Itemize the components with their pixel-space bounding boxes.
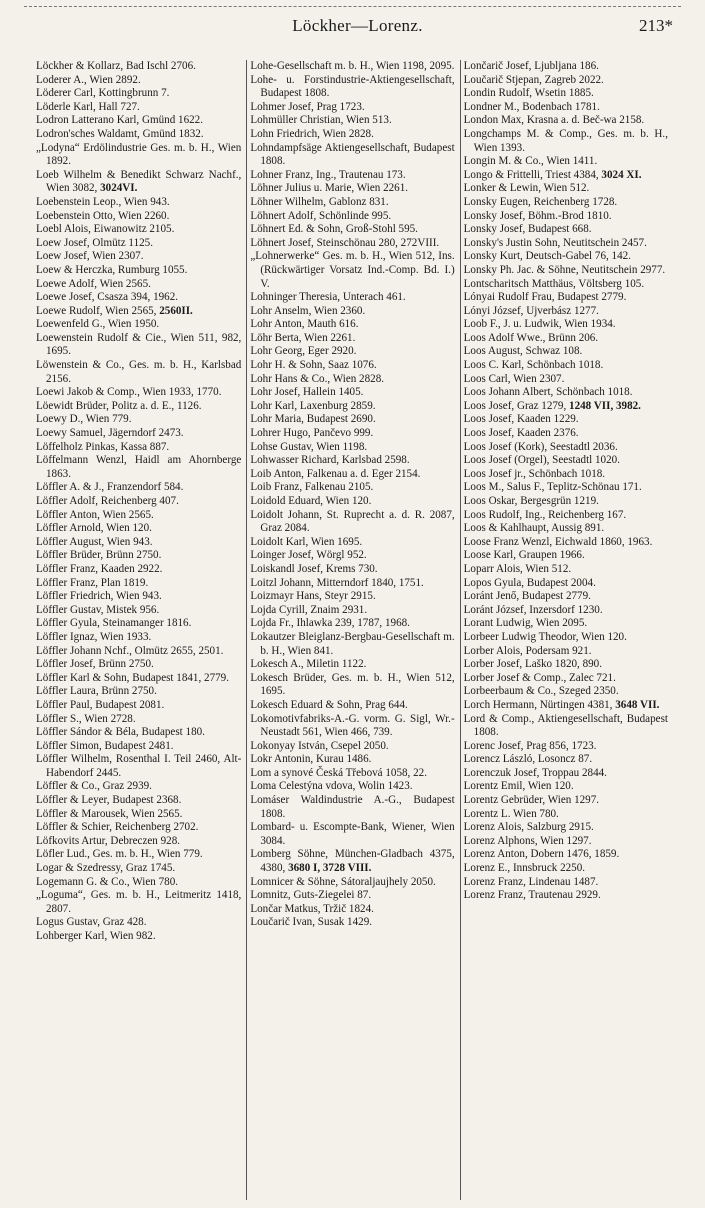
directory-entry: Loderer A., Wien 2892.: [36, 73, 141, 86]
directory-entry: Löffler & Leyer, Budapest 2368.: [36, 794, 182, 807]
directory-entry: Loos Josef jr., Schönbach 1018.: [463, 467, 606, 480]
directory-entry: „Loguma“, Ges. m. b. H., Leitmeritz 1418, 2807.: [36, 889, 242, 915]
directory-entry: Lorenczuk Josef, Troppau 2844.: [463, 766, 607, 779]
directory-entry: Lohmer Josef, Prag 1723.: [250, 100, 365, 113]
directory-entry: Löffler Ignaz, Wien 1933.: [36, 630, 152, 643]
directory-entry: Löffler Adolf, Reichenberg 407.: [36, 495, 179, 507]
directory-entry: Loos Josef, Kaaden 2376.: [463, 427, 579, 440]
directory-entry: Loew Josef, Olmütz 1125.: [36, 236, 153, 249]
directory-entry: Lónyai Rudolf Frau, Budapest 2779.: [463, 291, 627, 304]
directory-columns: [33, 60, 673, 1200]
directory-entry: Löffler Johann Nchf., Olmütz 2655, 2501.: [36, 644, 224, 657]
directory-entry: Lonsky Ph. Jac. & Söhne, Neutitschein 2977.: [463, 263, 666, 276]
directory-entry: Löffler & Co., Graz 2939.: [36, 780, 152, 793]
directory-entry: Loma Celestýna vdova, Wolin 1423.: [250, 780, 413, 793]
directory-entry: Loránt Jenő, Budapest 2779.: [463, 590, 591, 603]
directory-entry: Lohr Anton, Mauth 616.: [250, 318, 359, 331]
directory-entry: Loidolt Karl, Wien 1695.: [250, 535, 363, 548]
top-dashed-rule: [24, 6, 681, 7]
directory-entry: Lorber Alois, Podersam 921.: [463, 644, 592, 657]
directory-entry: Loos Adolf Wwe., Brünn 206.: [463, 331, 599, 344]
directory-entry: Löhner Wilhelm, Gablonz 831.: [250, 195, 389, 208]
directory-entry: Lonsky Eugen, Reichenberg 1728.: [463, 195, 618, 208]
directory-entry: Löffler Brüder, Brünn 2750.: [36, 549, 162, 562]
page-number: 213*: [639, 16, 673, 35]
directory-entry: Lohndampfsäge Aktiengesellschaft, Budapest 1808.: [250, 141, 455, 168]
directory-entry: Löhner Julius u. Marie, Wien 2261.: [250, 182, 409, 195]
directory-entry: Lorbeer Ludwig Theodor, Wien 120.: [463, 630, 627, 643]
directory-entry: Loewy Samuel, Jägerndorf 2473.: [36, 427, 184, 440]
directory-entry: Loos Josef (Orgel), Seestadtl 1020.: [463, 454, 620, 467]
directory-entry: Lokesch Brüder, Ges. m. b. H., Wien 512, 1695.: [250, 671, 455, 698]
directory-entry: Löffler Franz, Kaaden 2922.: [36, 562, 163, 575]
directory-entry: Lorentz Emil, Wien 120.: [463, 780, 574, 793]
directory-entry: Loránt József, Inzersdorf 1230.: [463, 603, 603, 616]
directory-entry: Löfkovits Artur, Debreczen 928.: [36, 834, 181, 847]
section-reference: 3680 I, 3728 VIII.: [288, 862, 372, 875]
directory-entry: Londin Rudolf, Wsetin 1885.: [463, 87, 594, 100]
directory-entry: Lonker & Lewin, Wien 512.: [463, 182, 590, 195]
directory-entry: Loebenstein Otto, Wien 2260.: [36, 209, 170, 222]
directory-entry: Lonsky's Justin Sohn, Neutitschein 2457.: [463, 236, 647, 249]
directory-entry: Lorber Josef & Comp., Zalec 721.: [463, 671, 616, 684]
directory-entry: Loos Josef, Kaaden 1229.: [463, 413, 579, 426]
directory-entry: Löffler Arnold, Wien 120.: [36, 522, 152, 535]
directory-entry: Lord & Comp., Aktiengesellschaft, Budapest 1808.: [463, 712, 668, 739]
directory-entry: Loos Josef, Graz 1279, 1248 VII, 3982.: [463, 399, 641, 412]
directory-entry: Löffler August, Wien 943.: [36, 535, 153, 548]
directory-column-2: [246, 60, 459, 1200]
directory-entry: Lohn Friedrich, Wien 2828.: [250, 127, 374, 140]
directory-entry: Lohr H. & Sohn, Saaz 1076.: [250, 359, 377, 372]
directory-entry: „Lodyna“ Erdölindustrie Ges. m. b. H., Wien 1892.: [36, 141, 242, 168]
directory-entry: Lorencz László, Losoncz 87.: [463, 753, 593, 766]
directory-column-3: [460, 60, 673, 1200]
directory-column-1: [33, 60, 246, 1200]
directory-entry: Lomnicer & Söhne, Sátoraljaujhely 2050.: [250, 875, 436, 888]
directory-entry: Loizmayr Hans, Steyr 2915.: [250, 590, 376, 603]
directory-entry: Londner M., Bodenbach 1781.: [463, 100, 600, 113]
page-title: Löckher—Lorenz.: [292, 16, 423, 35]
directory-entry: Loewenstein Rudolf & Cie., Wien 511, 982, 1695.: [36, 331, 242, 358]
directory-entry: Loidold Eduard, Wien 120.: [250, 495, 372, 507]
directory-entry: Lodron'sches Waldamt, Gmünd 1832.: [36, 127, 204, 140]
directory-entry: Lohr Maria, Budapest 2690.: [250, 413, 376, 426]
directory-entry: Longo & Frittelli, Triest 4384, 3024 XI.: [463, 168, 642, 181]
directory-entry: Loučarič Stjepan, Zagreb 2022.: [463, 73, 604, 86]
directory-entry: Lonsky Kurt, Deutsch-Gabel 76, 142.: [463, 250, 631, 263]
directory-entry: Loos Oskar, Bergesgrün 1219.: [463, 495, 599, 507]
directory-entry: Logar & Szedressy, Graz 1745.: [36, 862, 176, 875]
directory-entry: Lorbeerbaum & Co., Szeged 2350.: [463, 685, 619, 698]
directory-entry: Löderer Carl, Kottingbrunn 7.: [36, 87, 170, 100]
directory-entry: Lohr Karl, Laxenburg 2859.: [250, 399, 376, 412]
directory-entry: Lohr Hans & Co., Wien 2828.: [250, 372, 385, 385]
directory-entry: Lončarič Josef, Ljubljana 186.: [463, 60, 599, 72]
directory-entry: Loib Anton, Falkenau a. d. Eger 2154.: [250, 467, 421, 480]
directory-entry: Löckher & Kollarz, Bad Ischl 2706.: [36, 60, 196, 72]
directory-entry: Lorentz L. Wien 780.: [463, 807, 559, 820]
directory-entry: Löffelholz Pinkas, Kassa 887.: [36, 440, 170, 453]
directory-entry: Lohrer Hugo, Pančevo 999.: [250, 427, 374, 440]
directory-entry: Loparr Alois, Wien 512.: [463, 562, 572, 575]
directory-entry: Löffler Laura, Brünn 2750.: [36, 685, 157, 698]
directory-entry: Lorenz Anton, Dobern 1476, 1859.: [463, 848, 620, 861]
directory-entry: Lokesch Eduard & Sohn, Prag 644.: [250, 698, 408, 711]
section-reference: 3648 VII.: [615, 698, 660, 711]
directory-entry: Lorentz Gebrüder, Wien 1297.: [463, 794, 600, 807]
directory-entry: Loos Carl, Wien 2307.: [463, 372, 565, 385]
directory-entry: Löffler & Schier, Reichenberg 2702.: [36, 821, 199, 834]
directory-entry: Longchamps M. & Comp., Ges. m. b. H., Wien 1393.: [463, 127, 668, 154]
directory-entry: Loebl Alois, Eiwanowitz 2105.: [36, 223, 175, 236]
directory-entry: Loib Franz, Falkenau 2105.: [250, 481, 374, 494]
directory-entry: Loewe Josef, Csasza 394, 1962.: [36, 291, 179, 304]
directory-entry: Löffler Sándor & Béla, Budapest 180.: [36, 726, 205, 739]
directory-entry: Logemann G. & Co., Wien 780.: [36, 875, 179, 888]
directory-entry: Löffler Simon, Budapest 2481.: [36, 739, 174, 752]
directory-entry: Loinger Josef, Wörgl 952.: [250, 549, 367, 562]
directory-entry: Löhnert Ed. & Sohn, Groß-Stohl 595.: [250, 223, 418, 236]
directory-entry: Lom a synové Česká Třebová 1058, 22.: [250, 766, 427, 779]
directory-entry: Löffler Paul, Budapest 2081.: [36, 698, 165, 711]
directory-entry: Lončar Matkus, Tržič 1824.: [250, 902, 374, 915]
directory-entry: Loob F., J. u. Ludwik, Wien 1934.: [463, 318, 616, 331]
page-header: [30, 16, 685, 40]
directory-entry: Löffler Gustav, Mistek 956.: [36, 603, 160, 616]
directory-entry: Löffler Karl & Sohn, Budapest 1841, 2779.: [36, 671, 229, 684]
directory-entry: Loew Josef, Wien 2307.: [36, 250, 144, 263]
directory-entry: Lorant Ludwig, Wien 2095.: [463, 617, 588, 630]
directory-entry: Lohninger Theresia, Unterach 461.: [250, 291, 406, 304]
directory-entry: Loewe Rudolf, Wien 2565, 2560II.: [36, 304, 193, 317]
directory-entry: Löhr Berta, Wien 2261.: [250, 331, 356, 344]
directory-entry: Löffler Josef, Brünn 2750.: [36, 658, 154, 671]
section-reference: 2560II.: [159, 304, 193, 317]
directory-entry: Lorenz E., Innsbruck 2250.: [463, 862, 586, 875]
directory-entry: Loeb Wilhelm & Benedikt Schwarz Nachf., Wien 3082, 3024VI.: [36, 168, 242, 195]
directory-entry: Lohe- u. Forstindustrie-Aktiengesellschaft, Budapest 1808.: [250, 73, 455, 100]
section-reference: 3024 XI.: [601, 168, 642, 181]
directory-entry: Löffler S., Wien 2728.: [36, 712, 136, 725]
directory-entry: Loos Johann Albert, Schönbach 1018.: [463, 386, 633, 399]
directory-entry: Loos August, Schwaz 108.: [463, 345, 583, 358]
directory-entry: Lorch Hermann, Nürtingen 4381, 3648 VII.: [463, 698, 660, 711]
directory-entry: Lomáser Waldindustrie A.-G., Budapest 1808.: [250, 794, 455, 820]
directory-entry: Lokr Antonin, Kurau 1486.: [250, 753, 372, 766]
directory-entry: Löhnert Adolf, Schönlinde 995.: [250, 209, 392, 222]
directory-entry: Loewe Adolf, Wien 2565.: [36, 277, 151, 290]
directory-entry: Loos & Kahlhaupt, Aussig 891.: [463, 522, 605, 535]
directory-entry: Lorenc Josef, Prag 856, 1723.: [463, 739, 597, 752]
directory-entry: Lojda Fr., Ihlawka 239, 1787, 1968.: [250, 617, 410, 630]
directory-entry: Löderle Karl, Hall 727.: [36, 100, 140, 113]
directory-entry: Lombard- u. Escompte-Bank, Wiener, Wien 3084.: [250, 821, 455, 847]
directory-entry: Lohr Georg, Eger 2920.: [250, 345, 357, 358]
directory-entry: Lorenz Franz, Trautenau 2929.: [463, 889, 601, 902]
directory-entry: Löewidt Brüder, Politz a. d. E., 1126.: [36, 399, 202, 412]
directory-entry: Lohner Franz, Ing., Trautenau 173.: [250, 168, 406, 181]
directory-entry: Löffler Gyula, Steinamanger 1816.: [36, 617, 192, 630]
directory-entry: Löffler A. & J., Franzendorf 584.: [36, 481, 184, 494]
directory-entry: London Max, Krasna a. d. Beč-wa 2158.: [463, 114, 645, 127]
directory-entry: Lojda Cyrill, Znaim 2931.: [250, 603, 368, 616]
directory-entry: Loos C. Karl, Schönbach 1018.: [463, 359, 604, 372]
directory-entry: Loewi Jakob & Comp., Wien 1933, 1770.: [36, 386, 222, 399]
directory-entry: Lohmüller Christian, Wien 513.: [250, 114, 392, 127]
directory-entry: Lorenz Alphons, Wien 1297.: [463, 834, 592, 847]
directory-entry: Loučarič Ivan, Susak 1429.: [250, 916, 373, 929]
directory-entry: Lohberger Karl, Wien 982.: [36, 930, 156, 942]
directory-entry: Lorenz Alois, Salzburg 2915.: [463, 821, 594, 834]
directory-entry: Lomberg Söhne, München-Gladbach 4375, 4380, 3680 I, 3728 VIII.: [250, 848, 455, 875]
directory-entry: Löfler Lud., Ges. m. b. H., Wien 779.: [36, 848, 203, 861]
directory-entry: „Lohnerwerke“ Ges. m. b. H., Wien 512, Ins. (Rückwärtiger Vorsatz Ind.-Comp. Bd. I.) V.: [250, 250, 455, 290]
directory-entry: Lohr Anselm, Wien 2360.: [250, 304, 366, 317]
directory-entry: Lokonyay István, Csepel 2050.: [250, 739, 389, 752]
directory-entry: Loewy D., Wien 779.: [36, 413, 132, 426]
directory-entry: Löffler & Marousek, Wien 2565.: [36, 807, 183, 820]
directory-entry: Loose Karl, Graupen 1966.: [463, 549, 585, 562]
section-reference: 3024VI.: [100, 182, 138, 195]
directory-entry: Loidolt Johann, St. Ruprecht a. d. R. 2087, Graz 2084.: [250, 508, 455, 535]
directory-entry: Löhnert Josef, Steinschönau 280, 272VIII.: [250, 236, 440, 249]
directory-entry: Lonsky Josef, Böhm.-Brod 1810.: [463, 209, 612, 222]
directory-entry: Lonsky Josef, Budapest 668.: [463, 223, 592, 236]
directory-entry: Lónyi József, Ujverbász 1277.: [463, 304, 599, 317]
section-reference: 1248 VII, 3982.: [569, 399, 641, 412]
directory-entry: Löwenstein & Co., Ges. m. b. H., Karlsbad 2156.: [36, 359, 242, 385]
directory-entry: Lokautzer Bleiglanz-Bergbau-Gesellschaft m. b. H., Wien 841.: [250, 630, 455, 657]
directory-entry: Löffelmann Wenzl, Haidl am Ahornberge 1863.: [36, 454, 242, 480]
directory-entry: Lohe-Gesellschaft m. b. H., Wien 1198, 2095.: [250, 60, 455, 72]
directory-entry: Lopos Gyula, Budapest 2004.: [463, 576, 596, 589]
directory-entry: Löffler Franz, Plan 1819.: [36, 576, 149, 589]
directory-entry: Loos M., Salus F., Teplitz-Schönau 171.: [463, 481, 642, 494]
directory-entry: Lohse Gustav, Wien 1198.: [250, 440, 368, 453]
directory-entry: Lohr Josef, Hallein 1405.: [250, 386, 364, 399]
directory-entry: Lokesch A., Miletin 1122.: [250, 658, 367, 671]
directory-entry: Lorenz Franz, Lindenau 1487.: [463, 875, 599, 888]
directory-entry: Loitzl Johann, Mitterndorf 1840, 1751.: [250, 576, 424, 589]
directory-entry: Loewenfeld G., Wien 1950.: [36, 318, 160, 331]
directory-entry: Löffler Wilhelm, Rosenthal I. Teil 2460, Alt-Habendorf 2445.: [36, 753, 242, 779]
directory-entry: Loos Rudolf, Ing., Reichenberg 167.: [463, 508, 627, 521]
directory-entry: Longin M. & Co., Wien 1411.: [463, 155, 598, 168]
directory-entry: Lomnitz, Guts-Ziegelei 87.: [250, 889, 372, 902]
directory-entry: Lokomotivfabriks-A.-G. vorm. G. Sigl, Wr.-Neustadt 561, Wien 466, 739.: [250, 712, 455, 739]
directory-entry: Lorber Josef, Laško 1820, 890.: [463, 658, 602, 671]
directory-entry: Löffler Anton, Wien 2565.: [36, 508, 154, 521]
directory-entry: Loew & Herczka, Rumburg 1055.: [36, 263, 188, 276]
directory-entry: Löffler Friedrich, Wien 943.: [36, 590, 162, 603]
directory-entry: Loebenstein Leop., Wien 943.: [36, 195, 170, 208]
directory-entry: Loose Franz Wenzl, Eichwald 1860, 1963.: [463, 535, 653, 548]
directory-entry: Loos Josef (Kork), Seestadtl 2036.: [463, 440, 618, 453]
directory-entry: Loiskandl Josef, Krems 730.: [250, 562, 378, 575]
directory-entry: Lohwasser Richard, Karlsbad 2598.: [250, 454, 410, 467]
directory-entry: Logus Gustav, Graz 428.: [36, 916, 147, 929]
directory-entry: Lontscharitsch Matthäus, Völtsberg 105.: [463, 277, 645, 290]
directory-entry: Lodron Latterano Karl, Gmünd 1622.: [36, 114, 203, 127]
